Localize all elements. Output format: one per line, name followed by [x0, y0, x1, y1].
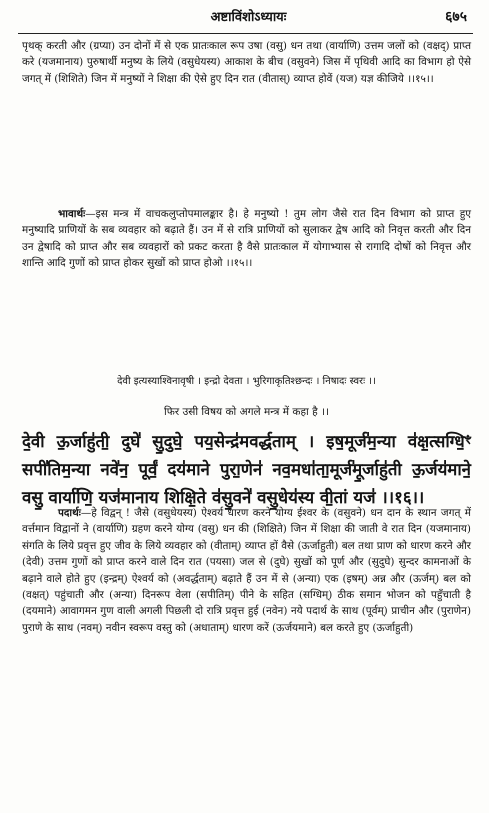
padartha-text: —हे विद्वन् ! जैसे (वसुधेयस्य) ऐश्वर्य धारण करने योग्य ईश्वर के (वसुवने) धन दान के स्थान जगत् में वर्त्तमान विद्वानों ने (वार्याणि) ग्रहण करने योग्य (वसु) धन की (शिक्षिते) जिन में शिक्षा की जाती वे रात दिन (यजमानाय) संगति के लिये प्रवृत्त हुए जीव के लिये व्यवहार को (वीताम्) व्याप्त हों वैसे (ऊर्जाहुती) बल तथा प्राण को धारण करने और (देवी) उत्तम गुणों को प्राप्त करने वाले दिन रात (पयसा) जल से (दुघे) सुखों को पूर्ण और (सुदुघे) सुन्दर कामनाओं के बढ़ाने वाले होते हुए (इन्द्रम्) ऐश्वर्य को (अवर्द्धताम्) बढ़ाते हैं उन में से (अन्या) एक (इषम्) अन्न और (ऊर्जम्) बल को (वक्षत्) पहुंचाती और (अन्या) दिनरूप वेला (सपीतिम्) पीने के सहित (सग्धिम्) ठीक समान भोजन को पहुँचाती है (दयमाने) आवागमन गुण वाली अगली पिछली दो रात्रि प्रवृत्त हुई (नवेन) नये पदार्थ के साथ (पूर्वम्) प्राचीन और (पुराणेन) पुराणे के साथ (नवम्) नवीन स्वरूप वस्तु को (अधाताम्) धारण करें (ऊर्जयमाने) बल करते हुए (ऊर्जाहुती)	[22, 507, 471, 634]
mantra-verse: दे॒वी ऊ॒र्जाहु॑ती॒ दुघे॑ सु॒दुघे॒ पय॒सेन्द्र॑मवर्द्धताम् । इष॒मूर्ज॑म॒न्या व॑क्ष॒त्सग्धि॒ꣳ सपी॑तिम॒न्या नवे॑न॒ पूर्वं॒ दय॑माने पुरा॒णेन॑ नव॒मधा॑ता॒मूर्ज॑मू॒र्जाहु॑ती ऊ॒र्जय॑माने॒ वसु॒ वार्या॑णि॒ यज॑मानाय शिक्षि॒ते व॑सु॒वने॑ वसु॒धेय॑स्य वी॒तां यज॑ ।।१६।।	[22, 431, 471, 507]
bhavartha-label: भावार्थः	[58, 208, 86, 220]
devata-line: देवी इत्यस्याश्विनावृषी । इन्द्रो देवता । भुरिगाकृतिश्छन्दः । निषादः स्वरः ।।	[117, 376, 376, 387]
padartha-paragraph	[22, 505, 471, 636]
bhavartha-text: —इस मन्त्र में वाचकलुप्तोपमालङ्कार है। हे मनुष्यो ! तुम लोग जैसे रात दिन विभाग को प्राप्त हुए मनुष्यादि प्राणियों के सब व्यवहार को बढ़ाते हैं। उन में से रात्रि प्राणियों को सुलाकर द्वेष आदि को निवृत्त करती और दिन उन द्वेषादि को प्राप्त और सब व्यवहारों को प्रकट करता है वैसे प्रातःकाल में योगाभ्यास से रागादि दोषों को निवृत्त और शान्ति आदि गुणों को प्राप्त होकर सुखों को प्राप्त होओ ।।१५।।	[22, 208, 471, 270]
padartha-section	[22, 505, 471, 636]
intro-line: फिर उसी विषय को अगले मन्त्र में कहा है ।।	[164, 406, 329, 418]
page-number: ६७५	[445, 9, 467, 25]
running-title: अष्टाविंशोऽध्यायः	[210, 10, 287, 25]
previous-padartha-text: पृथक् करती और (ग्रप्या) उन दोनों में से एक प्रातःकाल रूप उषा (वसु) धन तथा (वार्याणि) उत्तम जलों को (वक्षद्) प्राप्त करे (यजमानाय) पुरुषार्थी मनुष्य के लिये (वसुधेयस्य) आकाश के बीच (वसुवने) जिस में पृथिवी आदि का विभाग हो ऐसे जगत् में (शिशिते) जिन में मनुष्यों ने शिक्षा की ऐसे हुए दिन रात (वीतास्) व्याप्त होवें (यज) यज्ञ कीजिये ।।१५।।	[22, 40, 471, 85]
bhavartha-paragraph	[22, 206, 471, 272]
bhavartha-section	[22, 206, 471, 272]
page-header	[30, 7, 467, 29]
padartha-label: पदार्थः	[58, 507, 81, 519]
previous-padartha-continuation	[22, 38, 471, 87]
header-rule	[18, 33, 473, 34]
